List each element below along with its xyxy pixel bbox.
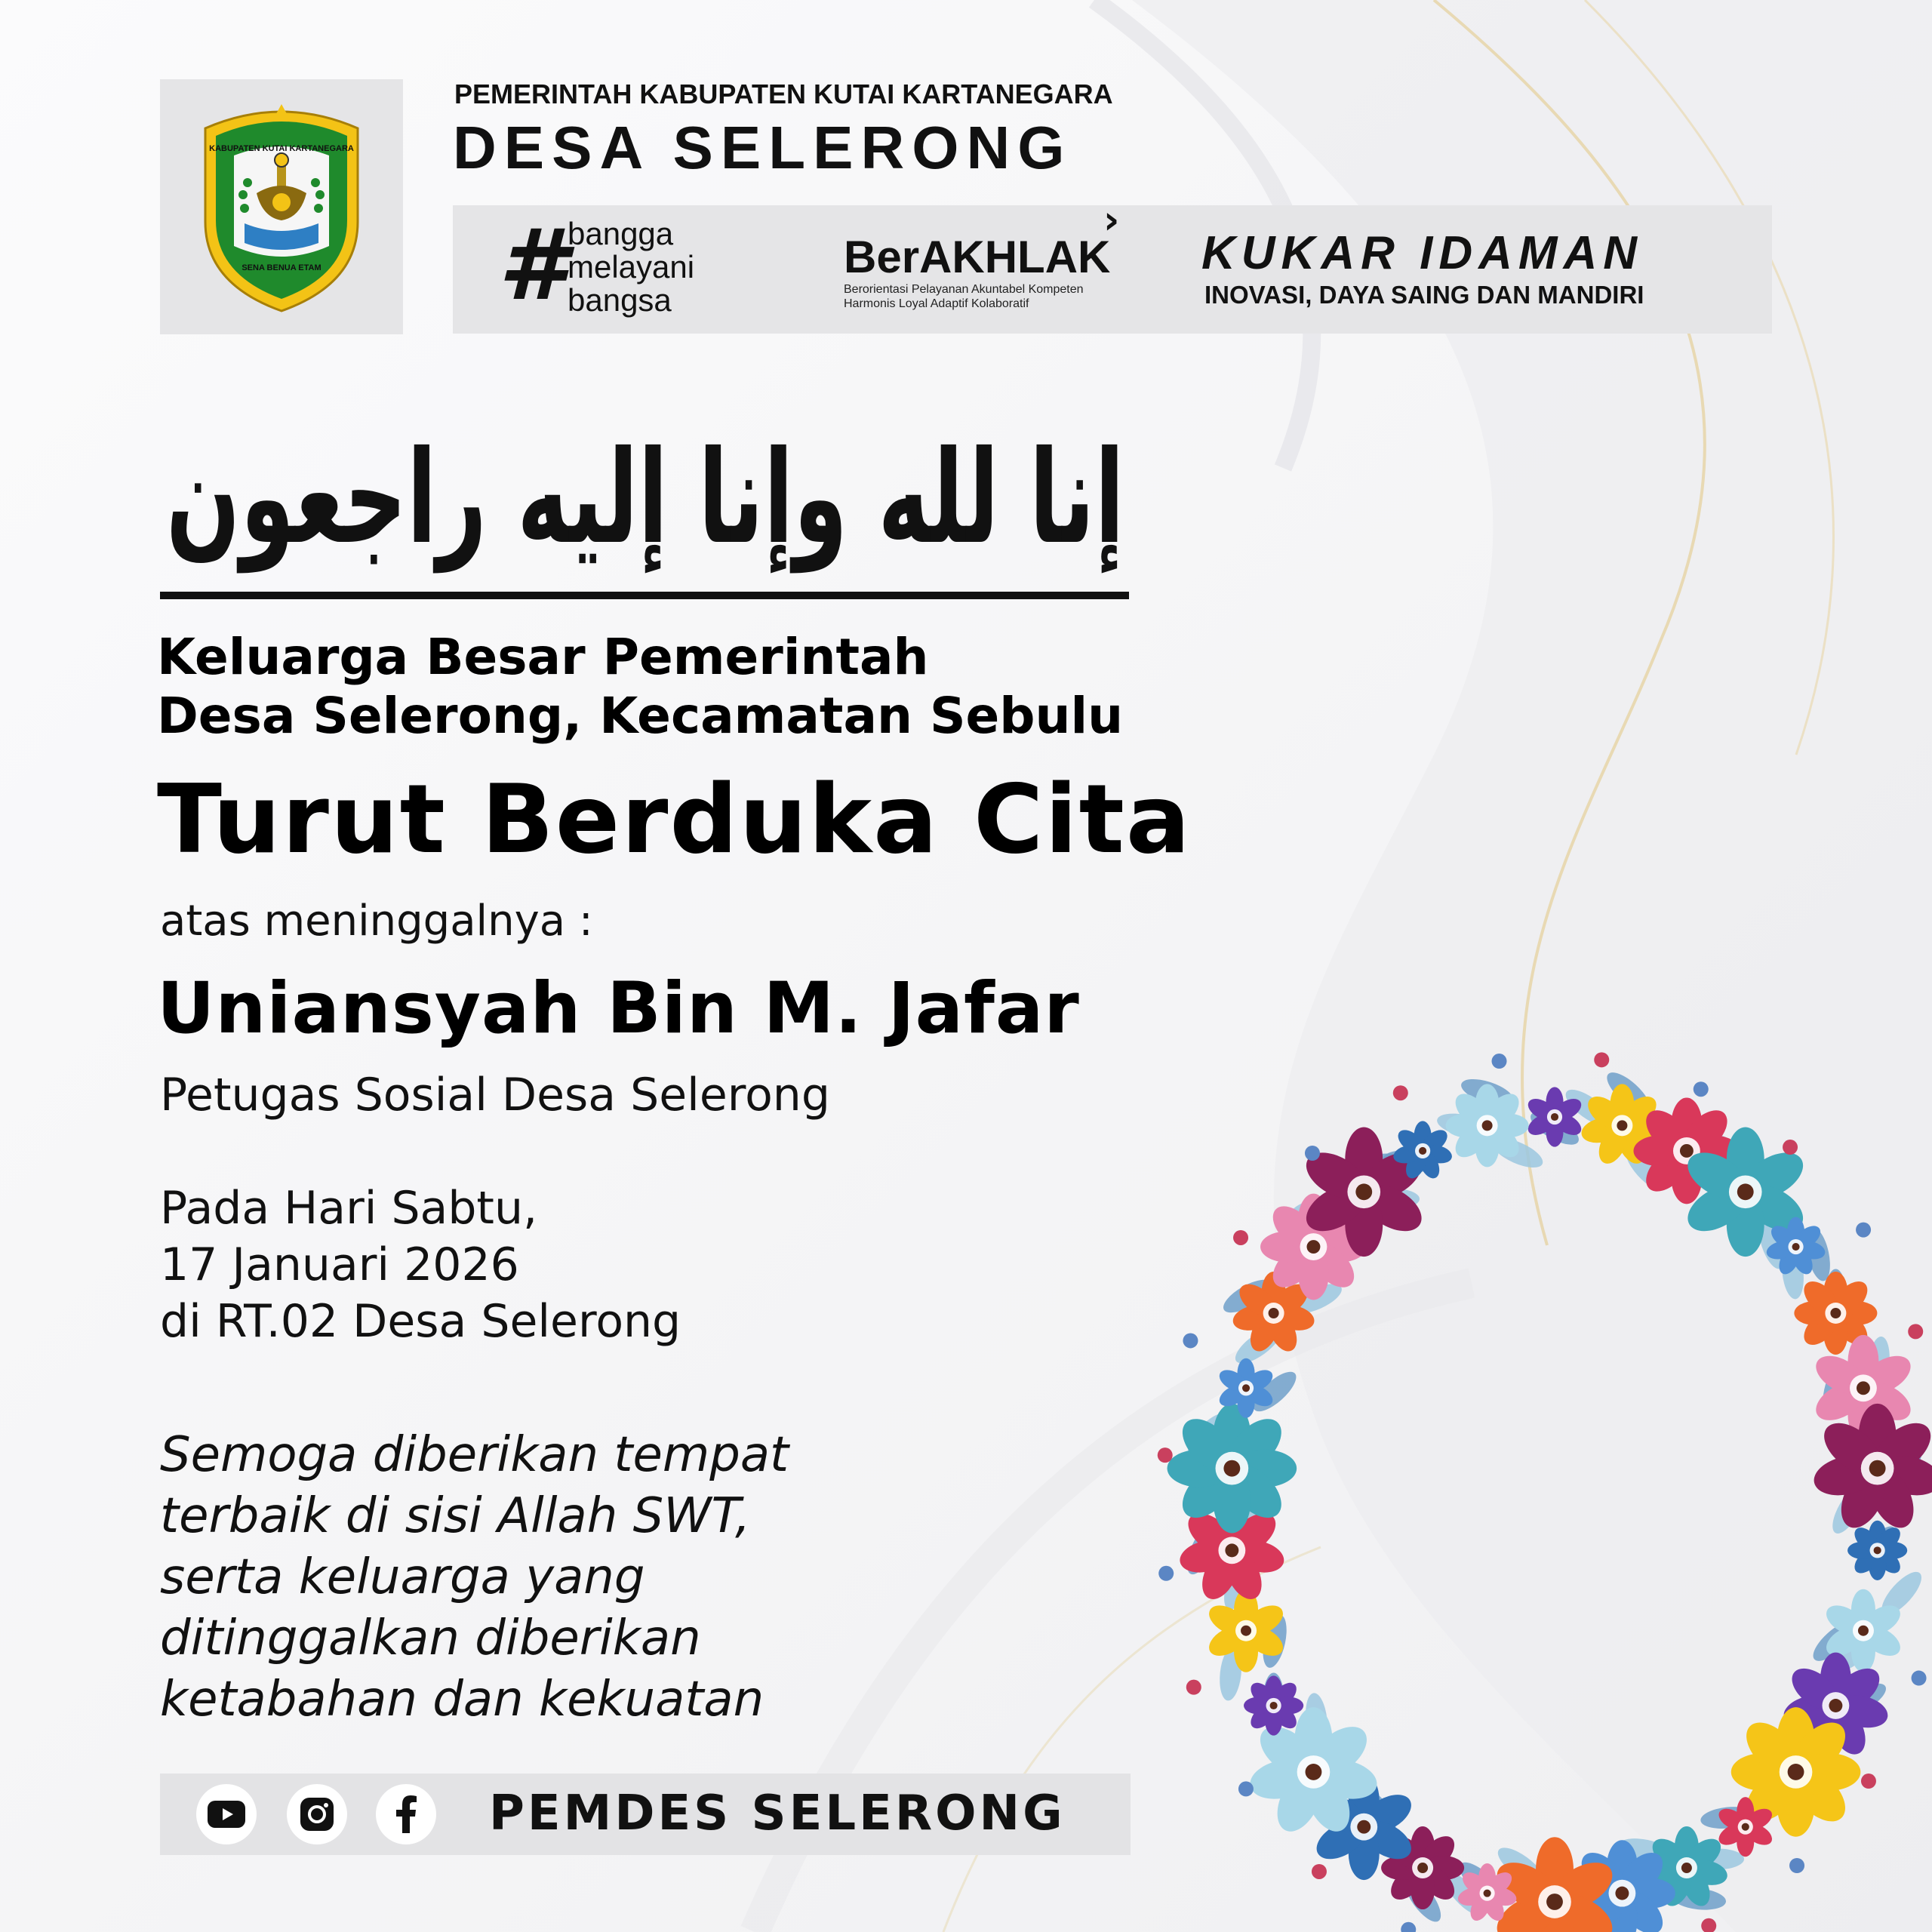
berakhlak-subtitle [844,282,1084,311]
intro-text: atas meninggalnya : [160,897,593,946]
flower [1168,1404,1297,1534]
flower-bud [1233,1230,1248,1245]
village-title: DESA SELERONG [453,114,1072,181]
prayer-line-5: ketabahan dan kekuatan [160,1672,764,1727]
calligraphy-text: إنا لله وإنا إليه راجعون [166,423,1579,573]
flower [1446,1084,1529,1167]
family-heading [157,628,1123,746]
family-line-2: Desa Selerong, Kecamatan Sebulu [157,687,1124,745]
prayer-line-3: serta keluarga yang [160,1549,645,1605]
flower [1810,1404,1932,1535]
flower-bud [1401,1922,1416,1932]
condolence-title: Turut Berduka Cita [157,764,1192,875]
flower-bud [1186,1680,1201,1695]
calligraphy-underline [160,592,1129,599]
youtube-icon[interactable] [196,1784,257,1844]
prayer-line-4: ditinggalkan diberikan [160,1611,701,1666]
flower-bud [1594,1052,1609,1067]
prayer-text [160,1425,789,1730]
flower-bud [1312,1864,1327,1879]
date-line-1: Pada Hari Sabtu, [160,1182,538,1235]
flower-bud [1701,1918,1716,1932]
prayer-line-1: Semoga diberikan tempat [160,1427,789,1483]
flower-bud [1183,1333,1198,1348]
flower-bud [1789,1858,1804,1873]
government-title: PEMERINTAH KABUPATEN KUTAI KARTANEGARA [454,78,1113,109]
emblem-bottom-text: SENA BENUA ETAM [242,263,321,272]
date-location [160,1180,681,1350]
facebook-icon[interactable] [376,1784,436,1844]
kutai-kartanegara-emblem [195,95,368,315]
date-line-3: di RT.02 Desa Selerong [160,1295,681,1348]
arabic-calligraphy [151,377,1579,589]
flower [1847,1521,1907,1580]
flower-bud [1158,1566,1174,1581]
kukar-idaman-subtitle: INOVASI, DAYA SAING DAN MANDIRI [1204,281,1644,309]
flower-bud [1856,1223,1871,1238]
instagram-icon[interactable] [287,1784,347,1844]
flower-bud [1912,1671,1927,1686]
hashtag-icon: # [498,208,567,322]
flower-bud [1158,1447,1173,1463]
prayer-line-2: terbaik di sisi Allah SWT, [160,1488,751,1544]
flower-bud [1305,1146,1320,1161]
flower [1244,1675,1303,1735]
flower-bud [1694,1081,1709,1097]
flower-bud [1492,1054,1507,1069]
bangga-melayani-bangsa-logo [568,217,694,317]
bangsa-line: bangsa [568,282,672,318]
flower-bud [1393,1085,1408,1100]
emblem-top-text: KABUPATEN KUTAI KARTANEGARA [209,144,354,153]
bangga-line: bangga [568,216,674,251]
berakhlak-sub-line-1: Berorientasi Pelayanan Akuntabel Kompeten [844,283,1084,296]
berakhlak-title: BerAKHLAK [844,232,1111,282]
date-line-2: 17 Januari 2026 [160,1238,519,1291]
flower-wreath [1026,966,1932,1932]
deceased-role: Petugas Sosial Desa Selerong [160,1069,830,1121]
flower-bud [1238,1781,1254,1796]
footer-label: PEMDES SELERONG [489,1786,1066,1841]
berakhlak-sub-line-2: Harmonis Loyal Adaptif Kolaboratif [844,297,1029,310]
flower-bud [1861,1774,1876,1789]
deceased-name: Uniansyah Bin M. Jafar [157,968,1080,1050]
kukar-idaman-title: KUKAR IDAMAN [1201,227,1644,279]
flower-bud [1783,1140,1798,1155]
melayani-line: melayani [568,249,695,285]
family-line-1: Keluarga Besar Pemerintah [157,628,929,686]
flower-bud [1908,1324,1923,1339]
chevron-right-icon: › [1103,198,1120,243]
